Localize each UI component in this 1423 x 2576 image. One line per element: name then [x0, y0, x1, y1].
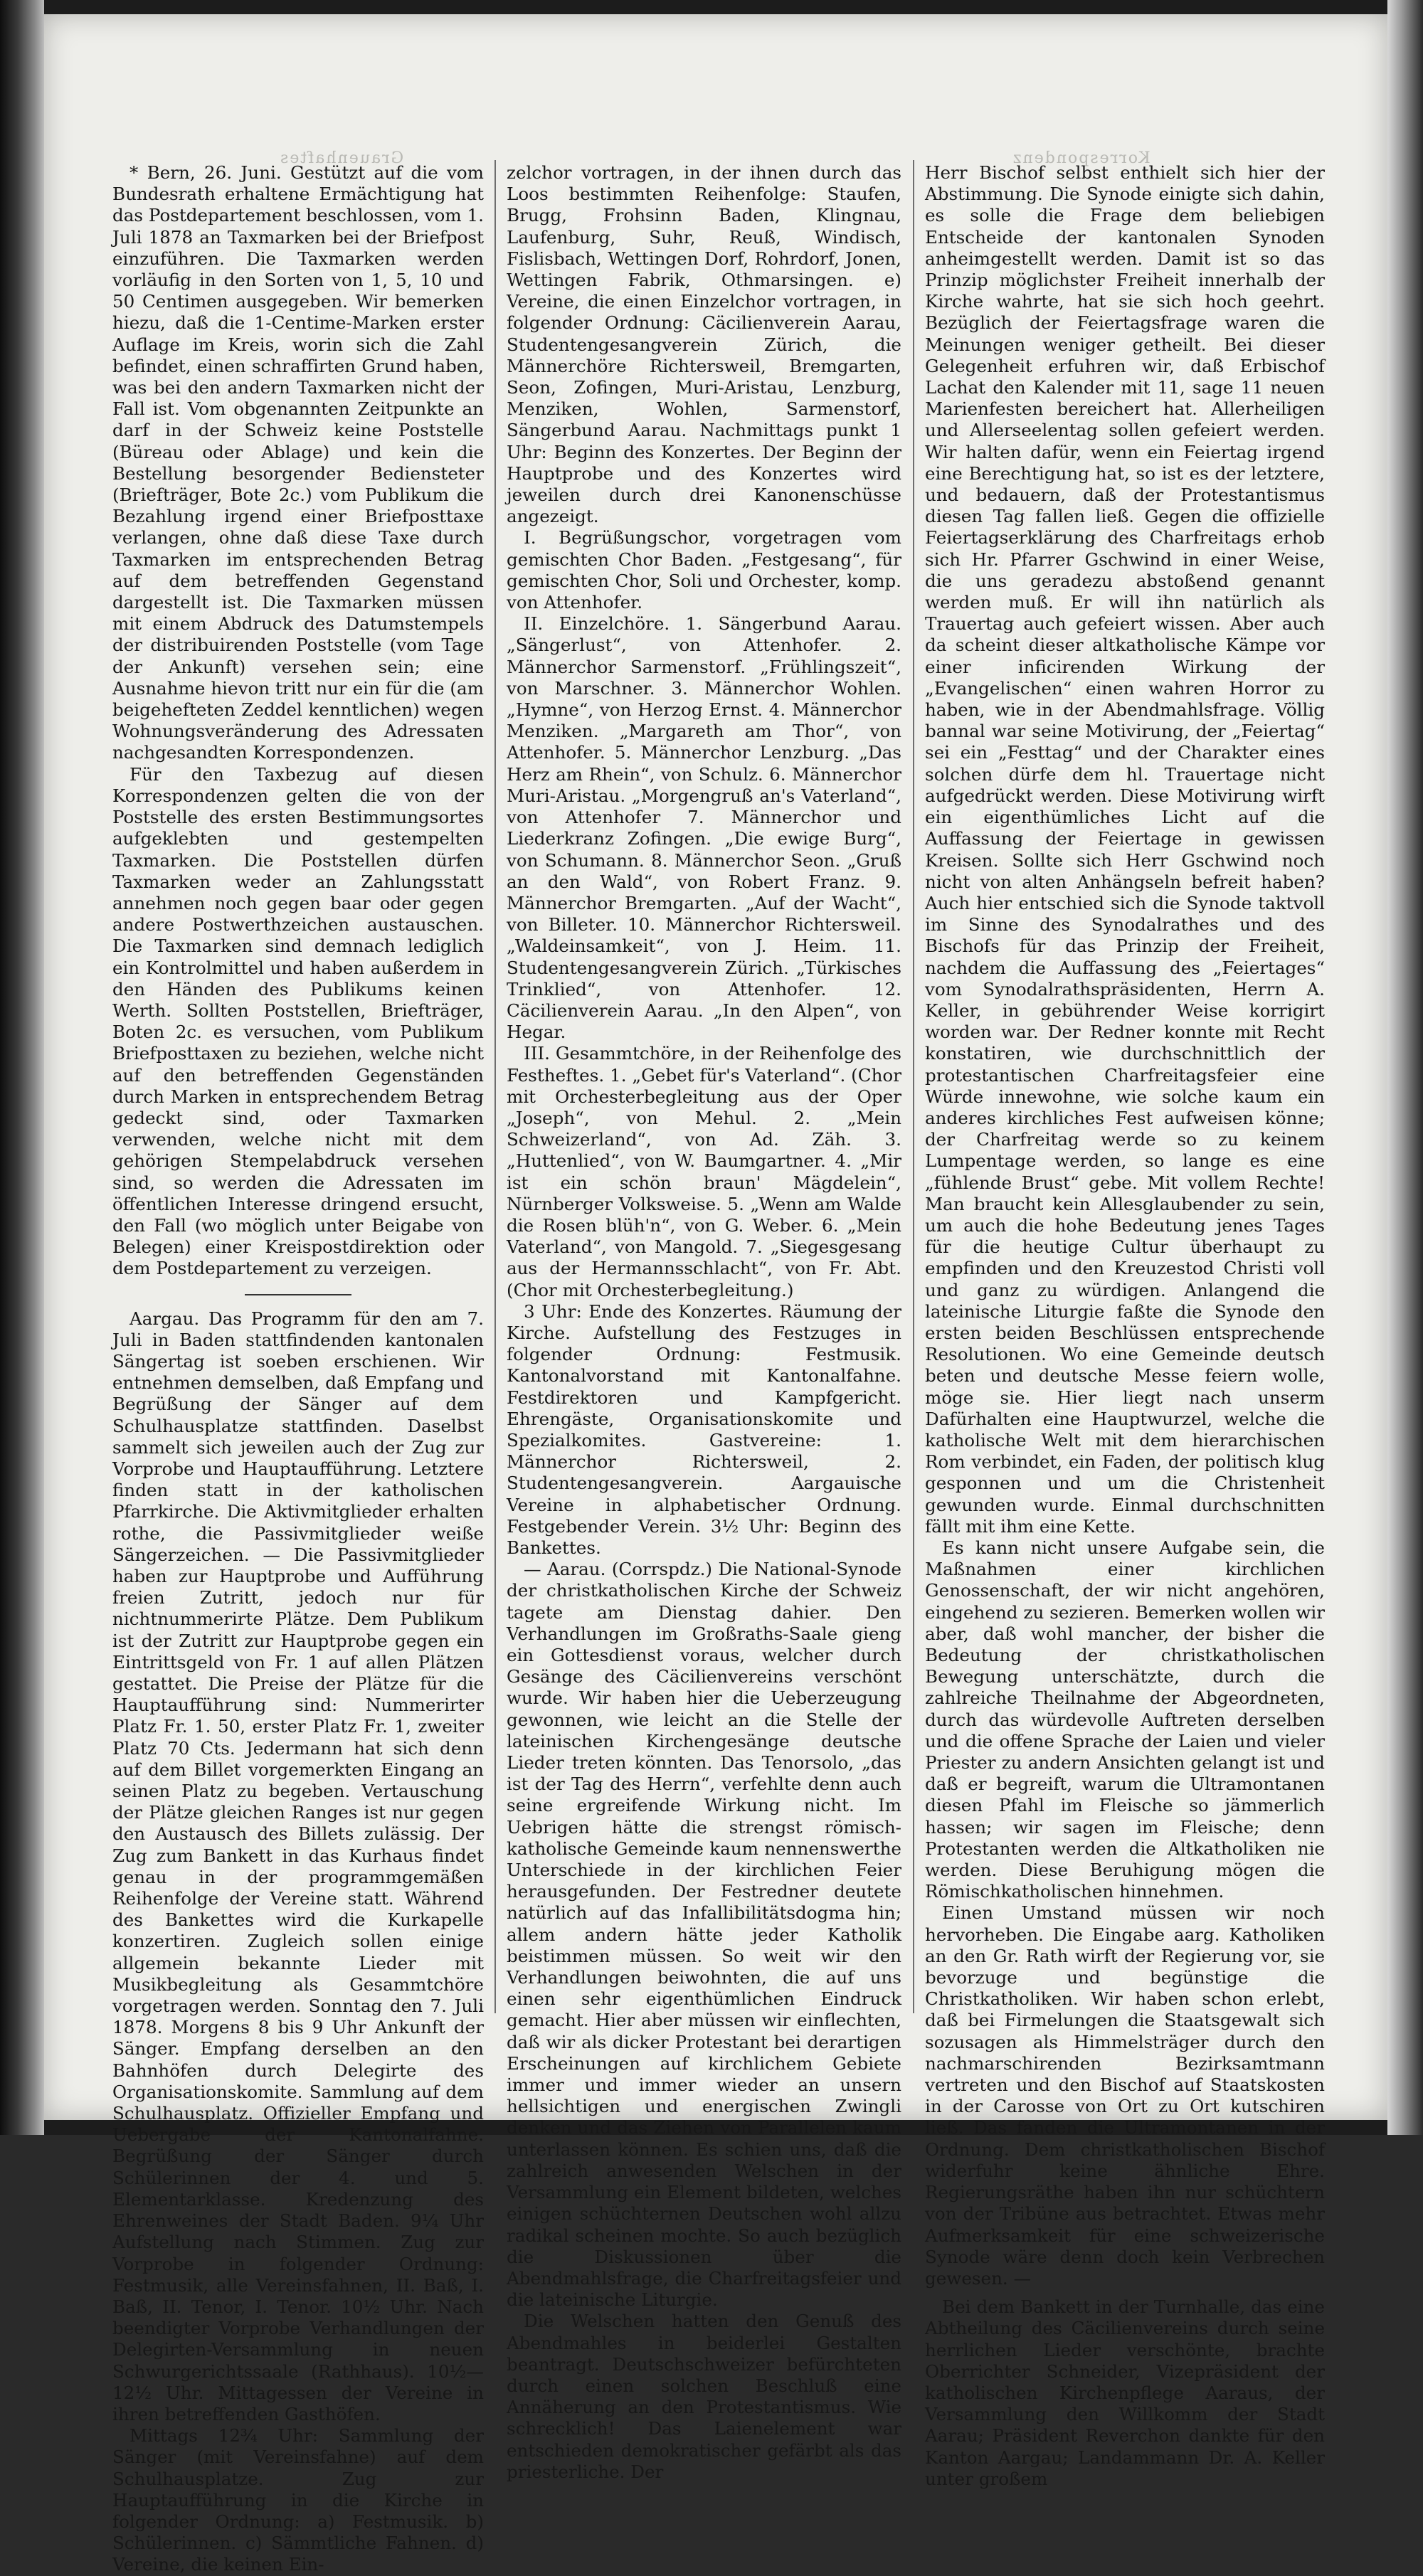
program-continuation: zelchor vortragen, in der ihnen durch das Loos bestimmten Reihenfolge: Staufen, Brugg, Frohsinn Baden, Klingnau, Laufenburg, Suhr, Reuß, Windisch, Fislisbach, Wettingen Dorf, Rohrdorf, Jonen, Wettingen Fabrik, Othmarsingen. e) Vereine, die einen Einzelchor vortragen, in folgender Ordnung: Cäcilienverein Aarau, Studentengesangverein Zürich, die Männerchöre Richtersweil, Bremgarten, Seon, Zofingen, Muri-Aristau, Lenzburg, Menziken, Wohlen, Sarmenstorf, Sängerbund Aarau. Nachmittags punkt 1 Uhr: Beginn des Konzertes. Der Beginn der Hauptprobe und des Konzertes wird jeweilen durch drei Kanonenschüsse angezeigt. [507, 162, 901, 527]
synode-abstimmung: Herr Bischof selbst enthielt sich hier der Abstimmung. Die Synode einigte sich dahin, es solle die Frage dem beliebigen Entscheide der kantonalen Synoden anheimgestellt werden. Damit ist so das Prinzip möglichster Freiheit innerhalb der Kirche wahrte, hat sie sich hoch geehrt. Bezüglich der Feiertagsfrage waren die Meinungen weniger getheilt. Bei dieser Gelegenheit erfuhren wir, daß Erbischof Lachat den Kalender mit 11, sage 11 neuen Marienfesten bereichert hat. Allerheiligen und Allerseelentag sollen gefeiert werden. Wir halten dafür, wenn ein Feiertag irgend eine Berechtigung hat, so ist es der letztere, und bedauern, daß der Protestantismus diesen Tag fallen ließ. Gegen die offizielle Feiertagserklärung des Charfreitags erhob sich Hr. Pfarrer Gschwind in einer Weise, die uns geradezu abstoßend genannt werden muß. Er will ihn natürlich als Trauertag auch gefeiert wissen. Aber auch da scheint dieser altkatholische Kämpe vor einer inficirenden Wirkung der „Evangelischen“ einen wahren Horror zu haben, wie in der Abendmahlsfrage. Völlig bannal war seine Motivirung, der „Feiertag“ sei ein „Festtag“ und der Charakter eines solchen dürfe dem hl. Trauertage nicht aufgedrückt werden. Diese Motivirung wirft ein eigenthümliches Licht auf die Auffassung der Feiertage in gewissen Kreisen. Sollte sich Herr Gschwind noch nicht von alten Anhängseln befreit haben? Auch hier entschied sich die Synode taktvoll im Sinne des Synodalrathes und des Bischofs für das Prinzip der Freiheit, nachdem die Auffassung des „Feiertages“ vom Synodalrathspräsidenten, Herrn A. Keller, in gebührender Weise korrigirt worden war. Der Redner konnte mit Recht konstatiren, wie durchschnittlich der protestantischen Charfreitagsfeier eine Würde innewohne, wie solche kaum ein anderes kirchliches Fest aufweisen könne; der Charfreitag werde so zu keinem Lumpentage werden, so lange es eine „fühlende Brust“ gebe. Mit vollem Rechte! Man braucht kein Allesglaubender zu sein, um auch die hohe Bedeutung jenes Tages für die heutige Cultur überhaupt zu empfinden und den Kreuzestod Christi voll und ganz zu würdigen. Anlangend die lateinische Liturgie faßte die Synode den ersten beiden Beschlüssen entsprechende Resolutionen. Wo eine Gemeinde deutsch beten und deutsche Messe feiern wolle, möge sie. Hier liegt nach unserm Dafürhalten eine Hauptwurzel, welche die katholische Welt mit dem hierarchischen Rom verbindet, ein Faden, der politisch klug gesponnen und um die Christenheit gewunden wurde. Einmal durchschnitten fällt mit ihm eine Kette. [925, 162, 1325, 1537]
bleed-through-left: Grauenhaftes [279, 149, 404, 167]
column-3 [925, 162, 1325, 2490]
article-aarau-synode-cont: Die Welschen hatten den Genuß des Abendmahles in beiderlei Gestalten beantragt. Deutschschweizer befürchteten durch einen solchen Beschluß eine Annäherung an den Protestantismus. Wie schrecklich! Das Laienelement war entschieden demokratischer gefärbt als das priesterliche. Der [507, 2311, 901, 2482]
program-gesammtchoere: III. Gesammtchöre, in der Reihenfolge des Festheftes. 1. „Gebet für's Vaterland“. (Chor mit Orchesterbegleitung aus der Oper „Joseph“, von Mehul. 2. „Mein Schweizerland“, von Ad. Zäh. 3. „Huttenlied“, von W. Baumgartner. 4. „Mir ist ein schön braun' Mägdelein“, Nürnberger Volksweise. 5. „Wenn am Walde die Rosen blüh'n“, von G. Weber. 6. „Mein Vaterland“, von Mangold. 7. „Siegesgesang aus der Hermannsschlacht“, von Fr. Abt. (Chor mit Orchesterbegleitung.) [507, 1043, 901, 1300]
program-einzelchoere: II. Einzelchöre. 1. Sängerbund Aarau. „Sängerlust“, von Attenhofer. 2. Männerchor Sarmenstorf. „Frühlingszeit“, von Marschner. 3. Männerchor Wohlen. „Hymne“, von Herzog Ernst. 4. Männerchor Menziken. „Margareth am Thor“, von Attenhofer. 5. Männerchor Lenzburg. „Das Herz am Rhein“, von Schulz. 6. Männerchor Muri-Aristau. „Morgengruß an's Vaterland“, von Attenhofer 7. Männerchor und Liederkranz Zofingen. „Die ewige Burg“, von Schumann. 8. Männerchor Seon. „Gruß an den Wald“, von Robert Franz. 9. Männerchor Bremgarten. „Auf der Wacht“, von Billeter. 10. Männerchor Richtersweil. „Waldeinsamkeit“, von J. Heim. 11. Studentengesangverein Zürich. „Türkisches Trinklied“, von Attenhofer. 12. Cäcilienverein Aarau. „In den Alpen“, von Hegar. [507, 613, 901, 1043]
article-aargau-saengertag-cont: Mittags 12¾ Uhr: Sammlung der Sänger (mit Vereinsfahne) auf dem Schulhausplatze. Zug zur Hauptaufführung in die Kirche in folgender Ordnung: a) Festmusik. b) Schülerinnen. c) Sämmtliche Fahnen. d) Vereine, die keinen Ein- [112, 2425, 484, 2575]
column-rule-2 [913, 160, 914, 2013]
page-edge-right [1387, 0, 1423, 2135]
bleed-through-right: Korrespondenz [1012, 149, 1150, 167]
column-1 [112, 162, 484, 2576]
article-divider [245, 1294, 351, 1295]
program-begruessungschor: I. Begrüßungschor, vorgetragen vom gemischten Chor Baden. „Festgesang“, für gemischten Chor, Soli und Orchester, komp. von Attenhofer. [507, 527, 901, 613]
program-festzug: 3 Uhr: Ende des Konzertes. Räumung der Kirche. Aufstellung des Festzuges in folgender Ordnung: Festmusik. Kantonalvorstand mit Kantonalfahne. Festdirektoren und Kampfgericht. Ehrengäste, Organisationskomite und Spezialkomites. Gastvereine: 1. Männerchor Richtersweil, 2. Studentengesangverein. Aargauische Vereine in alphabetischer Ordnung. Festgebender Verein. 3½ Uhr: Beginn des Bankettes. [507, 1300, 901, 1558]
article-bern-taxmarken: * Bern, 26. Juni. Gestützt auf die vom Bundesrath erhaltene Ermächtigung hat das Postdepartement beschlossen, vom 1. Juli 1878 an Taxmarken bei der Briefpost einzuführen. Die Taxmarken werden vorläufig in den Sorten von 1, 5, 10 und 50 Centimen ausgegeben. Wir bemerken hiezu, daß die 1-Centime-Marken erster Auflage im Kreis, worin sich die Zahl befindet, einen schraffirten Grund haben, was bei den andern Taxmarken nicht der Fall ist. Vom obgenannten Zeitpunkte an darf in der Schweiz keine Poststelle (Büreau oder Ablage) und kein die Bestellung besorgender Bediensteter (Briefträger, Bote 2c.) vom Publikum die Bezahlung irgend einer Briefposttaxe verlangen, ohne daß diese Taxe durch Taxmarken im entsprechenden Betrag auf dem betreffenden Gegenstand dargestellt ist. Die Taxmarken müssen mit einem Abdruck des Datumstempels der distribuirenden Poststelle (vom Tage der Ankunft) versehen sein; eine Ausnahme hievon tritt nur ein für die (am beigehefteten Zeddel kenntlichen) wegen Wohnungsveränderung des Adressaten nachgesandten Korrespondenzen. [112, 162, 484, 763]
binding-shadow-left [0, 0, 44, 2135]
article-aarau-synode: — Aarau. (Corrspdz.) Die National-Synode der christkatholischen Kirche der Schweiz tagete am Dienstag dahier. Den Verhandlungen im Großraths-Saale gieng ein Gottesdienst voraus, welcher durch Gesänge des Cäcilienvereins verschönt wurde. Wir haben hier die Ueberzeugung gewonnen, wie leicht an die Stelle der lateinischen Kirchengesänge deutsche Lieder treten könnten. Das Tenorsolo, „das ist der Tag des Herrn“, verfehlte denn auch seine ergreifende Wirkung nicht. Im Uebrigen hätte die strengst römisch-katholische Gemeinde kaum nennenswerthe Unterschiede in der kirchlichen Feier herausgefunden. Der Festredner deutete natürlich auf das Infallibilitätsdogma hin; allem andern hätte jeder Katholik beistimmen müssen. So weit wir den Verhandlungen beiwohnten, die auf uns einen sehr eigenthümlichen Eindruck gemacht. Hier aber müssen wir einflechten, daß wir als dicker Protestant bei derartigen Erscheinungen auf kirchlichem Gebiete immer und immer wieder an unsern hellsichtigen und energischen Zwingli denken und das Ziehen von Parallelen kaum unterlassen können. Es schien uns, daß die zahlreich anwesenden Welschen in der Versammlung ein Element bildeten, welches einigen schüchternen Deutschen wohl allzu radikal scheinen mochte. So auch bezüglich die Diskussionen über die Abendmahlsfrage, die Charfreitagsfeier und die lateinische Liturgie. [507, 1559, 901, 2311]
article-aargau-saengertag: Aargau. Das Programm für den am 7. Juli in Baden stattfindenden kantonalen Sängertag ist soeben erschienen. Wir entnehmen demselben, daß Empfang und Begrüßung der Sänger auf dem Schulhausplatze stattfinden. Daselbst sammelt sich jeweilen auch der Zug zur Vorprobe und Hauptaufführung. Letztere finden statt in der katholischen Pfarrkirche. Die Aktivmitglieder erhalten rothe, die Passivmitglieder weiße Sängerzeichen. — Die Passivmitglieder haben zur Hauptprobe und Aufführung freien Zutritt, jedoch nur für nichtnummerirte Plätze. Dem Publikum ist der Zutritt zur Hauptprobe gegen ein Eintrittsgeld von Fr. 1 auf allen Plätzen gestattet. Die Preise der Plätze für die Hauptaufführung sind: Nummerirter Platz Fr. 1. 50, erster Platz Fr. 1, zweiter Platz 70 Cts. Jedermann hat sich denn auf dem Billet vorgemerkten Eingang an seinen Platz zu begeben. Vertauschung der Plätze gleichen Ranges ist nur gegen den Austausch des Billets zulässig. Der Zug zum Bankett in das Kurhaus findet genau in der programmgemäßen Reihenfolge der Vereine statt. Während des Bankettes wird die Kurkapelle konzertiren. Zugleich sollen einige allgemein bekannte Lieder mit Musikbegleitung als Gesammtchöre vorgetragen werden. Sonntag den 7. Juli 1878. Morgens 8 bis 9 Uhr Ankunft der Sänger. Empfang derselben an den Bahnhöfen durch Delegirte des Organisationskomite. Sammlung auf dem Schulhausplatz. Offizieller Empfang und Uebergabe der Kantonalfahne. Begrüßung der Sänger durch Schülerinnen der 4. und 5. Elementarklasse. Kredenzung des Ehrenweines der Stadt Baden. 9¼ Uhr Aufstellung nach Stimmen. Zug zur Vorprobe in folgender Ordnung: Festmusik, alle Vereinsfahnen, II. Baß, I. Baß, II. Tenor, I. Tenor. 10½ Uhr. Nach beendigter Vorprobe Verhandlungen der Delegirten-Versammlung in neuen Schwurgerichtssaale (Rathhaus). 10½—12½ Uhr. Mittagessen der Vereine in ihren betreffenden Gasthöfen. [112, 1308, 484, 2424]
synode-eingabe: Einen Umstand müssen wir noch hervorheben. Die Eingabe aarg. Katholiken an den Gr. Rath wirft der Regierung vor, sie bevorzuge und begünstige die Christkatholiken. Wir haben schon erlebt, daß bei Firmelungen die Staatsgewalt sich sozusagen als Himmelsträger durch den nachmarschirenden Bezirksamtmann vertreten und den Bischof auf Staatskosten in der Carosse von Ort zu Ort kutschiren ließ. Das fanden die Ultramontanen in der Ordnung. Dem christkatholischen Bischof widerfuhr keine ähnliche Ehre. Regierungsräthe haben ihn nur schüchtern von der Tribüne aus betrachtet. Etwas mehr Aufmerksamkeit für eine schweizerische Synode wäre denn doch kein Verbrechen gewesen. — [925, 1902, 1325, 2289]
synode-bewertung: Es kann nicht unsere Aufgabe sein, die Maßnahmen einer kirchlichen Genossenschaft, der wir nicht angehören, eingehend zu sezieren. Bemerken wollen wir aber, daß wohl mancher, der bisher die Bedeutung der christkatholischen Bewegung unterschätzte, durch die zahlreiche Theilnahme der Abgeordneten, durch das würdevolle Auftreten derselben und die offene Sprache der Laien und vieler Priester zu andern Ansichten gelangt ist und daß er begreift, warum die Ultramontanen diesen Pfahl im Fleische so jämmerlich hassen; wir sagen im Fleische; denn Protestanten werden die Altkatholiken nie werden. Diese Beruhigung mögen die Römischkatholischen hinnehmen. [925, 1537, 1325, 1902]
column-rule-1 [494, 160, 496, 2013]
article-bern-taxmarken-cont: Für den Taxbezug auf diesen Korrespondenzen gelten die von der Poststelle des ersten Bestimmungsortes aufgeklebten und gestempelten Taxmarken. Die Poststellen dürfen Taxmarken weder an Zahlungsstatt annehmen noch gegen baar oder gegen andere Postwerthzeichen austauschen. Die Taxmarken sind demnach lediglich ein Kontrolmittel und haben außerdem in den Händen des Publikums keinen Werth. Sollten Poststellen, Briefträger, Boten 2c. es versuchen, vom Publikum Briefposttaxen zu beziehen, welche nicht auf den betreffenden Gegenständen durch Marken in entsprechendem Betrag gedeckt sind, oder Taxmarken verwenden, welche nicht mit dem gehörigen Stempelabdruck versehen sind, so werden die Adressaten im öffentlichen Interesse dringend ersucht, den Fall (wo möglich unter Beigabe von Belegen) einer Kreispostdirektion oder dem Postdepartement zu verzeigen. [112, 763, 484, 1279]
synode-bankett: Bei dem Bankett in der Turnhalle, das eine Abtheilung des Cäcilienvereins durch seine herrlichen Lieder verschönte, brachte Oberrichter Schneider, Vizepräsident der katholischen Kirchenpflege Aaraus, der Versammlung den Willkomm der Stadt Aarau; Präsident Reverchon dankte für den Kanton Aargau; Landammann Dr. A. Keller unter großem [925, 2296, 1325, 2489]
